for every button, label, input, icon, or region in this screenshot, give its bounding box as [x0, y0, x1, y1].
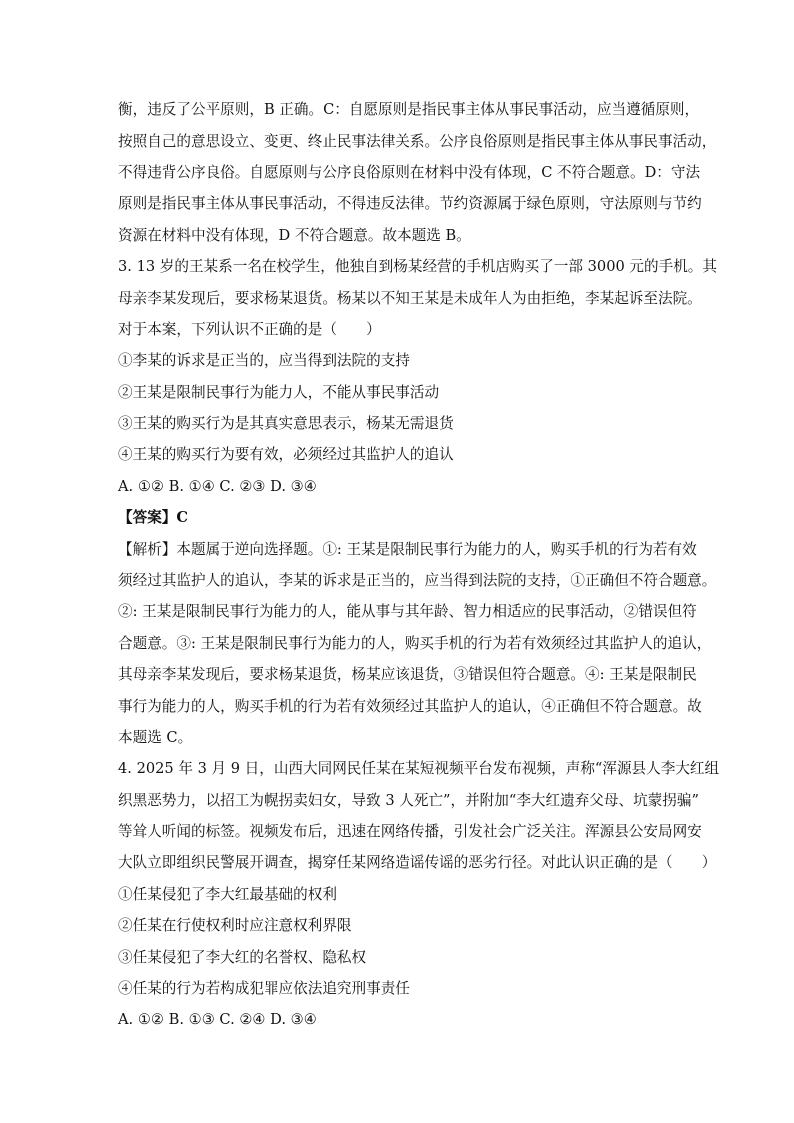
- paragraph-line: 衡，违反了公平原则，B 正确。C：自愿原则是指民事主体从事民事活动，应当遵循原则，: [118, 101, 700, 118]
- question-3-stem: 对于本案，下列认识不正确的是（ ）: [118, 321, 381, 338]
- question-4-option: ②任某在行使权利时应注意权利界限: [118, 917, 352, 934]
- question-4-option: ④任某的行为若构成犯罪应依法追究刑事责任: [118, 980, 410, 997]
- question-4-stem: 大队立即组织民警展开调查，揭穿任某网络造谣传谣的恶劣行径。对此认识正确的是（ ）: [118, 854, 717, 871]
- analysis-line: 【解析】本题属于逆向选择题。①: 王某是限制民事行为能力的人，购买手机的行为若有效: [118, 541, 697, 558]
- paragraph-line: 不得违背公序良俗。自愿原则与公序良俗原则在材料中没有体现，C 不符合题意。D：守法: [118, 164, 701, 181]
- analysis-line: 事行为能力的人，购买手机的行为若有效须经过其监护人的追认，④正确但不符合题意。故: [118, 698, 702, 715]
- analysis-line: 须经过其监护人的追认，李某的诉求是正当的，应当得到法院的支持，①正确但不符合题意。: [118, 572, 717, 589]
- question-3-stem: 3. 13 岁的王某系一名在校学生，他独自到杨某经营的手机店购买了一部 3000 元的手机。其: [118, 258, 717, 275]
- question-3-option: ①李某的诉求是正当的，应当得到法院的支持: [118, 352, 410, 369]
- question-3-option: ③王某的购买行为是其真实意思表示，杨某无需退货: [118, 415, 454, 432]
- analysis-line: ②: 王某是限制民事行为能力的人，能从事与其年龄、智力相适应的民事活动，②错误但符: [118, 603, 697, 620]
- question-4-option: ①任某侵犯了李大红最基础的权利: [118, 886, 337, 903]
- analysis-line: 其母亲李某发现后，要求杨某退货，杨某应该退货，③错误但符合题意。④: 王某是限制民: [118, 666, 697, 683]
- question-3-option: ②王某是限制民事行为能力人，不能从事民事活动: [118, 384, 440, 401]
- question-4-stem: 4. 2025 年 3 月 9 日，山西大同网民任某在某短视频平台发布视频，声称“浑源县人李大红组: [118, 760, 720, 777]
- question-4-choices: A. ①② B. ①③ C. ②④ D. ③④: [118, 1011, 317, 1028]
- paragraph-line: 原则是指民事主体从事民事活动，不得违反法律。节约资源属于绿色原则，守法原则与节约: [118, 195, 702, 212]
- question-4-stem: 织黑恶势力，以招工为幌拐卖妇女，导致 3 人死亡”，并附加“李大红遗弃父母、坑蒙拐骗”: [118, 792, 699, 809]
- analysis-line: 本题选 C。: [118, 729, 193, 746]
- question-4-option: ③任某侵犯了李大红的名誉权、隐私权: [118, 949, 367, 966]
- analysis-line: 合题意。③: 王某是限制民事行为能力的人，购买手机的行为若有效须经过其监护人的追认，: [118, 635, 712, 652]
- question-4-stem: 等耸人听闻的标签。视频发布后，迅速在网络传播，引发社会广泛关注。浑源县公安局网安: [118, 823, 702, 840]
- question-3-choices: A. ①② B. ①④ C. ②③ D. ③④: [118, 478, 317, 495]
- answer-label: 【答案】C: [118, 509, 188, 526]
- question-3-stem: 母亲李某发现后，要求杨某退货。杨某以不知王某是未成年人为由拒绝，李某起诉至法院。: [118, 290, 702, 307]
- paragraph-line: 资源在材料中没有体现，D 不符合题意。故本题选 B。: [118, 227, 471, 244]
- paragraph-line: 按照自己的意思设立、变更、终止民事法律关系。公序良俗原则是指民事主体从事民事活动，: [118, 133, 717, 150]
- question-3-option: ④王某的购买行为要有效，必须经过其监护人的追认: [118, 446, 454, 463]
